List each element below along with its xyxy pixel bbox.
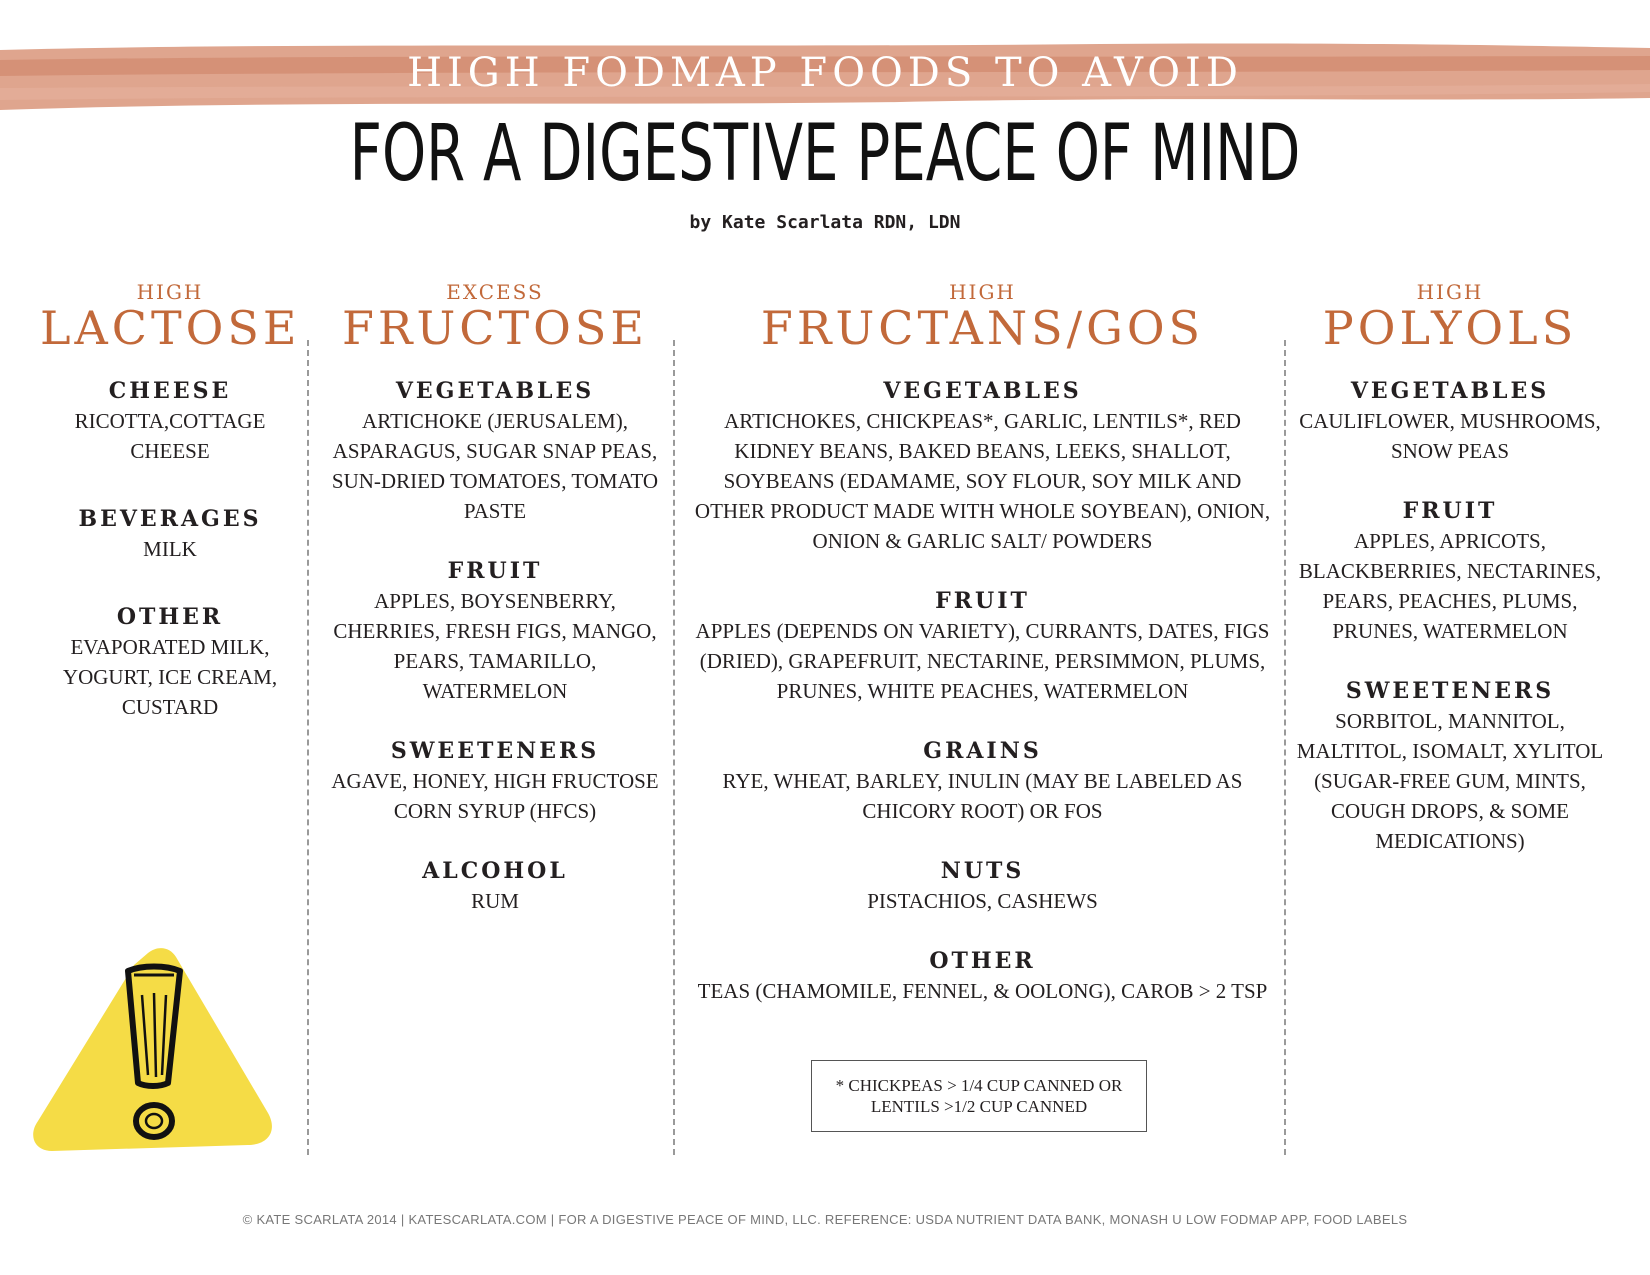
column-title: FRUCTOSE [341,301,648,355]
section-title: VEGETABLES [395,378,595,404]
section-title: BEVERAGES [78,506,262,532]
column-kicker: HIGH [1416,280,1484,304]
section-title: OTHER [116,604,224,630]
footer-credits: © KATE SCARLATA 2014 | KATESCARLATA.COM | FOR A DIGESTIVE PEACE OF MIND, LLC. REFERENCE: USDA NUTRIENT DATA BANK, MONASH U LOW FODMAP APP, FOOD LABELS [242,1212,1408,1227]
section-fruit [330,556,660,706]
section-text: ARTICHOKES, CHICKPEAS*, GARLIC, LENTILS*, RED KIDNEY BEANS, BAKED BEANS, LEEKS, SHALLOT, SOYBEANS (EDAMAME, SOY FLOUR, SOY MILK AND OTHER PRODUCT MADE WITH WHOLE SOYBEAN), ONION, ONION & GARLIC SALT/ POWDERS [694,409,1271,553]
section-fruit [1295,496,1605,646]
section-title: SWEETENERS [390,738,600,764]
section-text: MILK [143,537,197,561]
section-sweeteners [1295,676,1605,856]
warning-icon [30,935,280,1165]
column-divider [1284,340,1286,1155]
section-text: ARTICHOKE (JERUSALEM), ASPARAGUS, SUGAR SNAP PEAS, SUN-DRIED TOMATOES, TOMATO PASTE [331,409,659,523]
column-divider [673,340,675,1155]
section-fruit [690,586,1275,706]
section-text: RUM [471,889,519,913]
column-divider [307,340,309,1155]
section-vegetables [1295,376,1605,466]
section-other [40,602,300,722]
footnote-text: * CHICKPEAS > 1/4 CUP CANNED OR LENTILS >1/2 CUP CANNED [835,1076,1123,1116]
section-title: VEGETABLES [883,378,1082,404]
section-text: TEAS (CHAMOMILE, FENNEL, & OOLONG), CAROB > 2 TSP [697,979,1268,1003]
column-heading [1295,282,1605,354]
column-title: POLYOLS [1322,301,1578,355]
section-text: RYE, WHEAT, BARLEY, INULIN (MAY BE LABELED AS CHICORY ROOT) OR FOS [722,769,1243,823]
section-text: APPLES (DEPENDS ON VARIETY), CURRANTS, DATES, FIGS (DRIED), GRAPEFRUIT, NECTARINE, PERSIMMON, PLUMS, PRUNES, WHITE PEACHES, WATERMELON [695,619,1270,703]
section-title: FRUIT [447,558,543,584]
section-title: SWEETENERS [1345,678,1555,704]
section-text: RICOTTA,COTTAGE CHEESE [74,409,266,463]
byline: by Kate Scarlata RDN, LDN [689,212,961,233]
column-lactose [40,282,300,722]
section-text: PISTACHIOS, CASHEWS [867,889,1098,913]
section-text: AGAVE, HONEY, HIGH FRUCTOSE CORN SYRUP (HFCS) [331,769,659,823]
section-title: FRUIT [1402,498,1498,524]
section-alcohol [330,856,660,916]
section-text: CAULIFLOWER, MUSHROOMS, SNOW PEAS [1299,409,1601,463]
section-title: FRUIT [935,588,1030,614]
column-kicker: HIGH [949,280,1016,304]
section-grains [690,736,1275,826]
section-title: VEGETABLES [1350,378,1550,404]
column-polyols [1295,282,1605,856]
section-title: ALCOHOL [422,858,568,884]
section-vegetables [330,376,660,526]
section-title: CHEESE [108,378,232,404]
column-fructose [330,282,660,916]
section-other [690,946,1275,1006]
section-text: EVAPORATED MILK, YOGURT, ICE CREAM, CUSTARD [62,635,278,719]
column-title: FRUCTANS/GOS [760,301,1205,355]
section-nuts [690,856,1275,916]
column-title: LACTOSE [40,301,301,355]
section-title: OTHER [929,948,1036,974]
section-text: APPLES, APRICOTS, BLACKBERRIES, NECTARINES, PEARS, PEACHES, PLUMS, PRUNES, WATERMELON [1298,529,1602,643]
section-text: APPLES, BOYSENBERRY, CHERRIES, FRESH FIGS, MANGO, PEARS, TAMARILLO, WATERMELON [333,589,657,703]
section-text: SORBITOL, MANNITOL, MALTITOL, ISOMALT, XYLITOL (SUGAR-FREE GUM, MINTS, COUGH DROPS, & SOME MEDICATIONS) [1296,709,1604,853]
column-kicker: EXCESS [446,280,544,304]
column-heading [690,282,1275,354]
header-pre-title: HIGH FODMAP FOODS TO AVOID [407,50,1243,96]
footnote-box [811,1060,1147,1132]
column-fructans-gos [690,282,1275,1006]
column-heading [40,282,300,354]
page-title: FOR A DIGESTIVE PEACE OF MIND [349,109,1301,199]
section-beverages [40,504,300,564]
section-vegetables [690,376,1275,556]
column-kicker: HIGH [136,280,204,304]
section-title: GRAINS [923,738,1042,764]
section-title: NUTS [940,858,1025,884]
section-cheese [40,376,300,466]
column-heading [330,282,660,354]
section-sweeteners [330,736,660,826]
